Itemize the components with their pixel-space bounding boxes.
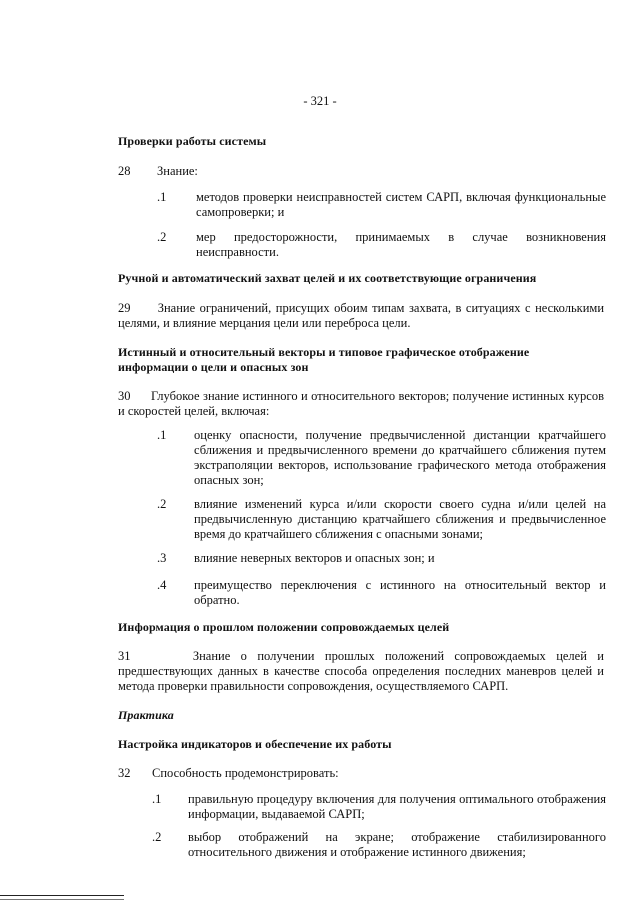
section-28-item-1-text: методов проверки неисправностей систем САРП, включая функциональные самопроверки; и bbox=[196, 190, 606, 219]
section-30-item-1-text: оценку опасности, получение предвычисленной дистанции кратчайшего сближения и предвычисленного времени до кратчайшего сближения путем экстраполяции векторов, использование графического метода отображения опасных зон; bbox=[194, 428, 606, 487]
section-28-number: 28 bbox=[118, 164, 131, 178]
section-30-number: 30 bbox=[118, 389, 131, 403]
section-30-item-2-number: .2 bbox=[157, 497, 167, 511]
section-31-paragraph bbox=[118, 649, 604, 694]
section-32-item-2-text: выбор отображений на экране; отображение стабилизированного относительного движения и отображение истинного движения; bbox=[188, 830, 606, 859]
section-30-text: Глубокое знание истинного и относительного векторов; получение истинных курсов и скоростей целей, включая: bbox=[118, 389, 604, 418]
section-32-item-1-text: правильную процедуру включения для получения оптимального отображения информации, выдаваемой САРП; bbox=[188, 792, 606, 821]
heading-display-setup: Настройка индикаторов и обеспечение их работы bbox=[118, 737, 392, 751]
footer-rule-secondary bbox=[0, 899, 124, 900]
heading-target-acquisition: Ручной и автоматический захват целей и их соответствующие ограничения bbox=[118, 271, 537, 285]
section-32-item-2-number: .2 bbox=[152, 830, 162, 844]
heading-practice: Практика bbox=[118, 708, 174, 722]
heading-track-history: Информация о прошлом положении сопровождаемых целей bbox=[118, 620, 450, 634]
section-29-number: 29 bbox=[118, 301, 131, 315]
section-32-lead: Способность продемонстрировать: bbox=[152, 766, 339, 780]
section-30-item-4-number: .4 bbox=[157, 578, 167, 592]
page-number: - 321 - bbox=[303, 94, 337, 108]
heading-vectors: Истинный и относительный векторы и типовое графическое отображение информации о цели и опасных зон bbox=[118, 345, 530, 374]
section-28-item-1-number: .1 bbox=[157, 190, 167, 204]
footer-rule bbox=[0, 895, 124, 896]
section-29-text: Знание ограничений, присущих обоим типам захвата, в ситуациях с несколькими целями, и влияние мерцания цели или переброса цели. bbox=[118, 301, 605, 330]
section-30-item-3-text: влияние неверных векторов и опасных зон; и bbox=[194, 551, 435, 565]
section-30-item-2-text: влияние изменений курса и/или скорости своего судна и/или целей на предвычисленную дистанцию кратчайшего сближения и предвычисленное время до кратчайшего сближения с опасными зонами; bbox=[194, 497, 606, 541]
section-28-lead: Знание: bbox=[157, 164, 198, 178]
section-31-text: Знание о получении прошлых положений сопровождаемых целей и предшествующих данных в качестве способа определения последних маневров целей и метода проверки правильности сопровождения, осуществляемого САРП. bbox=[118, 649, 604, 693]
section-32-number: 32 bbox=[118, 766, 131, 780]
section-28-item-2-text: мер предосторожности, принимаемых в случае возникновения неисправности. bbox=[196, 230, 606, 259]
section-30-paragraph bbox=[118, 389, 604, 419]
section-30-item-1-number: .1 bbox=[157, 428, 167, 442]
heading-system-checks: Проверки работы системы bbox=[118, 134, 267, 148]
section-28-item-2-number: .2 bbox=[157, 230, 167, 244]
section-32-item-1-number: .1 bbox=[152, 792, 162, 806]
section-30-item-3-number: .3 bbox=[157, 551, 167, 565]
section-29-paragraph bbox=[118, 301, 604, 331]
section-30-item-4-text: преимущество переключения с истинного на относительный вектор и обратно. bbox=[194, 578, 606, 607]
section-31-number: 31 bbox=[118, 649, 131, 663]
